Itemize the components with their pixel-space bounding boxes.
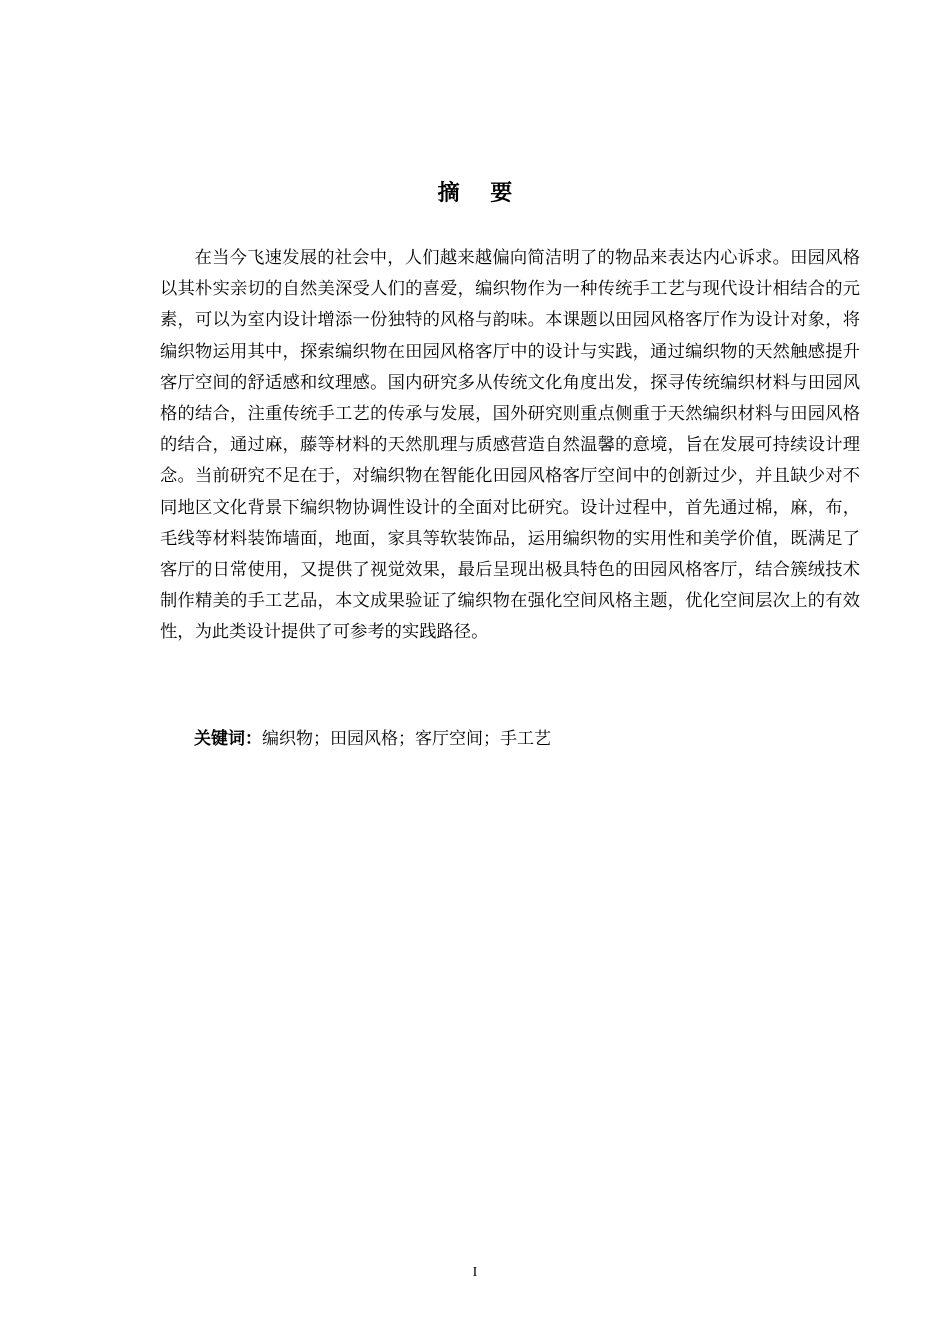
page-number: I: [472, 1265, 478, 1280]
keywords-line: [160, 724, 860, 755]
keywords-label: 关键词：: [194, 729, 262, 749]
abstract-title: 摘 要: [437, 181, 513, 206]
keywords-text: 编织物；田园风格；客厅空间；手工艺: [262, 729, 551, 749]
abstract-body: 在当今飞速发展的社会中，人们越来越偏向简洁明了的物品来表达内心诉求。田园风格以其朴实亲切的自然美深受人们的喜爱，编织物作为一种传统手工艺与现代设计相结合的元素，可以为室内设计增添一份独特的风格与韵味。本课题以田园风格客厅作为设计对象，将编织物运用其中，探索编织物在田园风格客厅中的设计与实践，通过编织物的天然触感提升客厅空间的舒适感和纹理感。国内研究多从传统文化角度出发，探寻传统编织材料与田园风格的结合，注重传统手工艺的传承与发展，国外研究则重点侧重于天然编织材料与田园风格的结合，通过麻，藤等材料的天然肌理与质感营造自然温馨的意境，旨在发展可持续设计理念。当前研究不足在于，对编织物在智能化田园风格客厅空间中的创新过少，并且缺少对不同地区文化背景下编织物协调性设计的全面对比研究。设计过程中，首先通过棉，麻，布，毛线等材料装饰墙面，地面，家具等软装饰品，运用编织物的实用性和美学价值，既满足了客厅的日常使用，又提供了视觉效果，最后呈现出极具特色的田园风格客厅，结合簇绒技术制作精美的手工艺品，本文成果验证了编织物在强化空间风格主题，优化空间层次上的有效性，为此类设计提供了可参考的实践路径。: [160, 248, 860, 643]
